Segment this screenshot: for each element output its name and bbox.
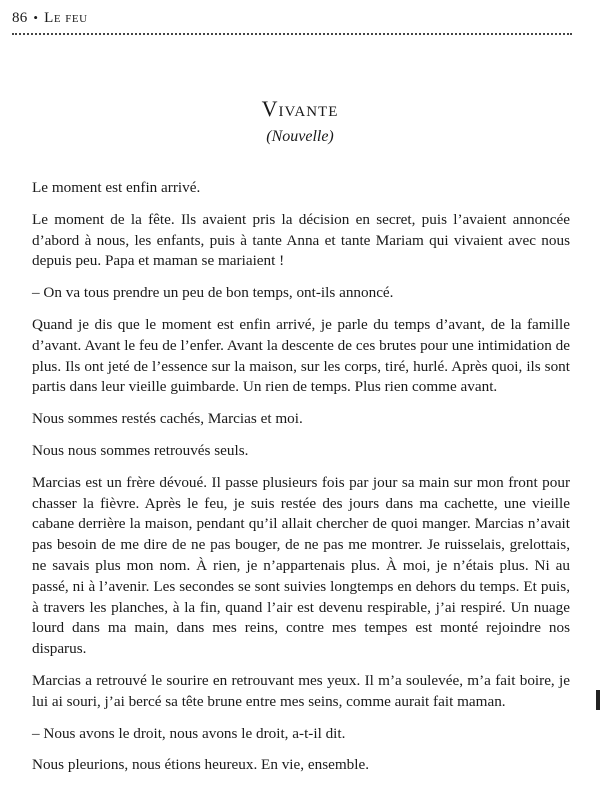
paragraph: – On va tous prendre un peu de bon temps, ont-ils annoncé. <box>32 284 394 302</box>
page-number: 86 <box>12 10 28 26</box>
header-separator: • <box>33 10 39 25</box>
paragraph: Marcias a retrouvé le sourire en retrouvant mes yeux. Il m’a soulevée, m’a fait boire, je lui ai souri, j’ai bercé sa tête brune entre mes seins, comme aurait fait maman. <box>32 671 570 710</box>
paragraph: Nous nous sommes retrouvés seuls. <box>32 441 249 459</box>
story-title: Vivante <box>261 96 339 121</box>
running-title: Le feu <box>44 10 88 26</box>
paragraph: Le moment de la fête. Ils avaient pris la décision en secret, puis l’avaient annoncée d’abord à nous, les enfants, puis à tante Anna et tante Mariam qui vivaient avec nous depuis peu. Papa et maman se mariaient ! <box>32 210 570 270</box>
story-subtitle: (Nouvelle) <box>266 128 334 145</box>
paragraph: Quand je dis que le moment est enfin arrivé, je parle du temps d’avant, de la famille d’avant. Avant le feu de l’enfer. Avant la descente de ces brutes pour une intimidation de plus. Ils ont jeté de l’essence sur la maison, sur les corps, tiré, hurlé. Après quoi, ils sont partis dans leur vieille guimbarde. Un rien de temps. Plus rien comme avant. <box>32 315 570 396</box>
paragraph: Le moment est enfin arrivé. <box>32 179 201 196</box>
story-body <box>32 178 570 787</box>
page-edge-mark <box>596 690 600 710</box>
paragraph: – Nous avons le droit, nous avons le droit, a-t-il dit. <box>32 724 346 742</box>
paragraph: Marcias est un frère dévoué. Il passe plusieurs fois par jour sa main sur mon front pour chasser la fièvre. Après le feu, je suis restée des jours dans ma cachette, une vieille cabane derrière la maison, pendant qu’il allait chercher de quoi manger. Marcias n’avait pas besoin de me dire de ne pas bouger, de ne pas me montrer. Je ruisselais, grelottais, ne savais plus mon nom. À rien, je n’appartenais plus. À moi, je n’étais plus. Ni au passé, ni à l’avenir. Les secondes se sont suivies longtemps en dehors du temps. Et puis, à travers les planches, à la fin, quand l’air est devenu respirable, j’ai respiré. Un nuage lourd dans ma main, dans mes reins, contre mes tempes est monté rejoindre nos disparus. <box>32 473 570 658</box>
paragraph: Nous sommes restés cachés, Marcias et moi. <box>32 410 303 428</box>
header-rule <box>12 33 572 35</box>
running-header <box>12 10 88 27</box>
paragraph: Nous pleurions, nous étions heureux. En vie, ensemble. <box>32 756 370 774</box>
